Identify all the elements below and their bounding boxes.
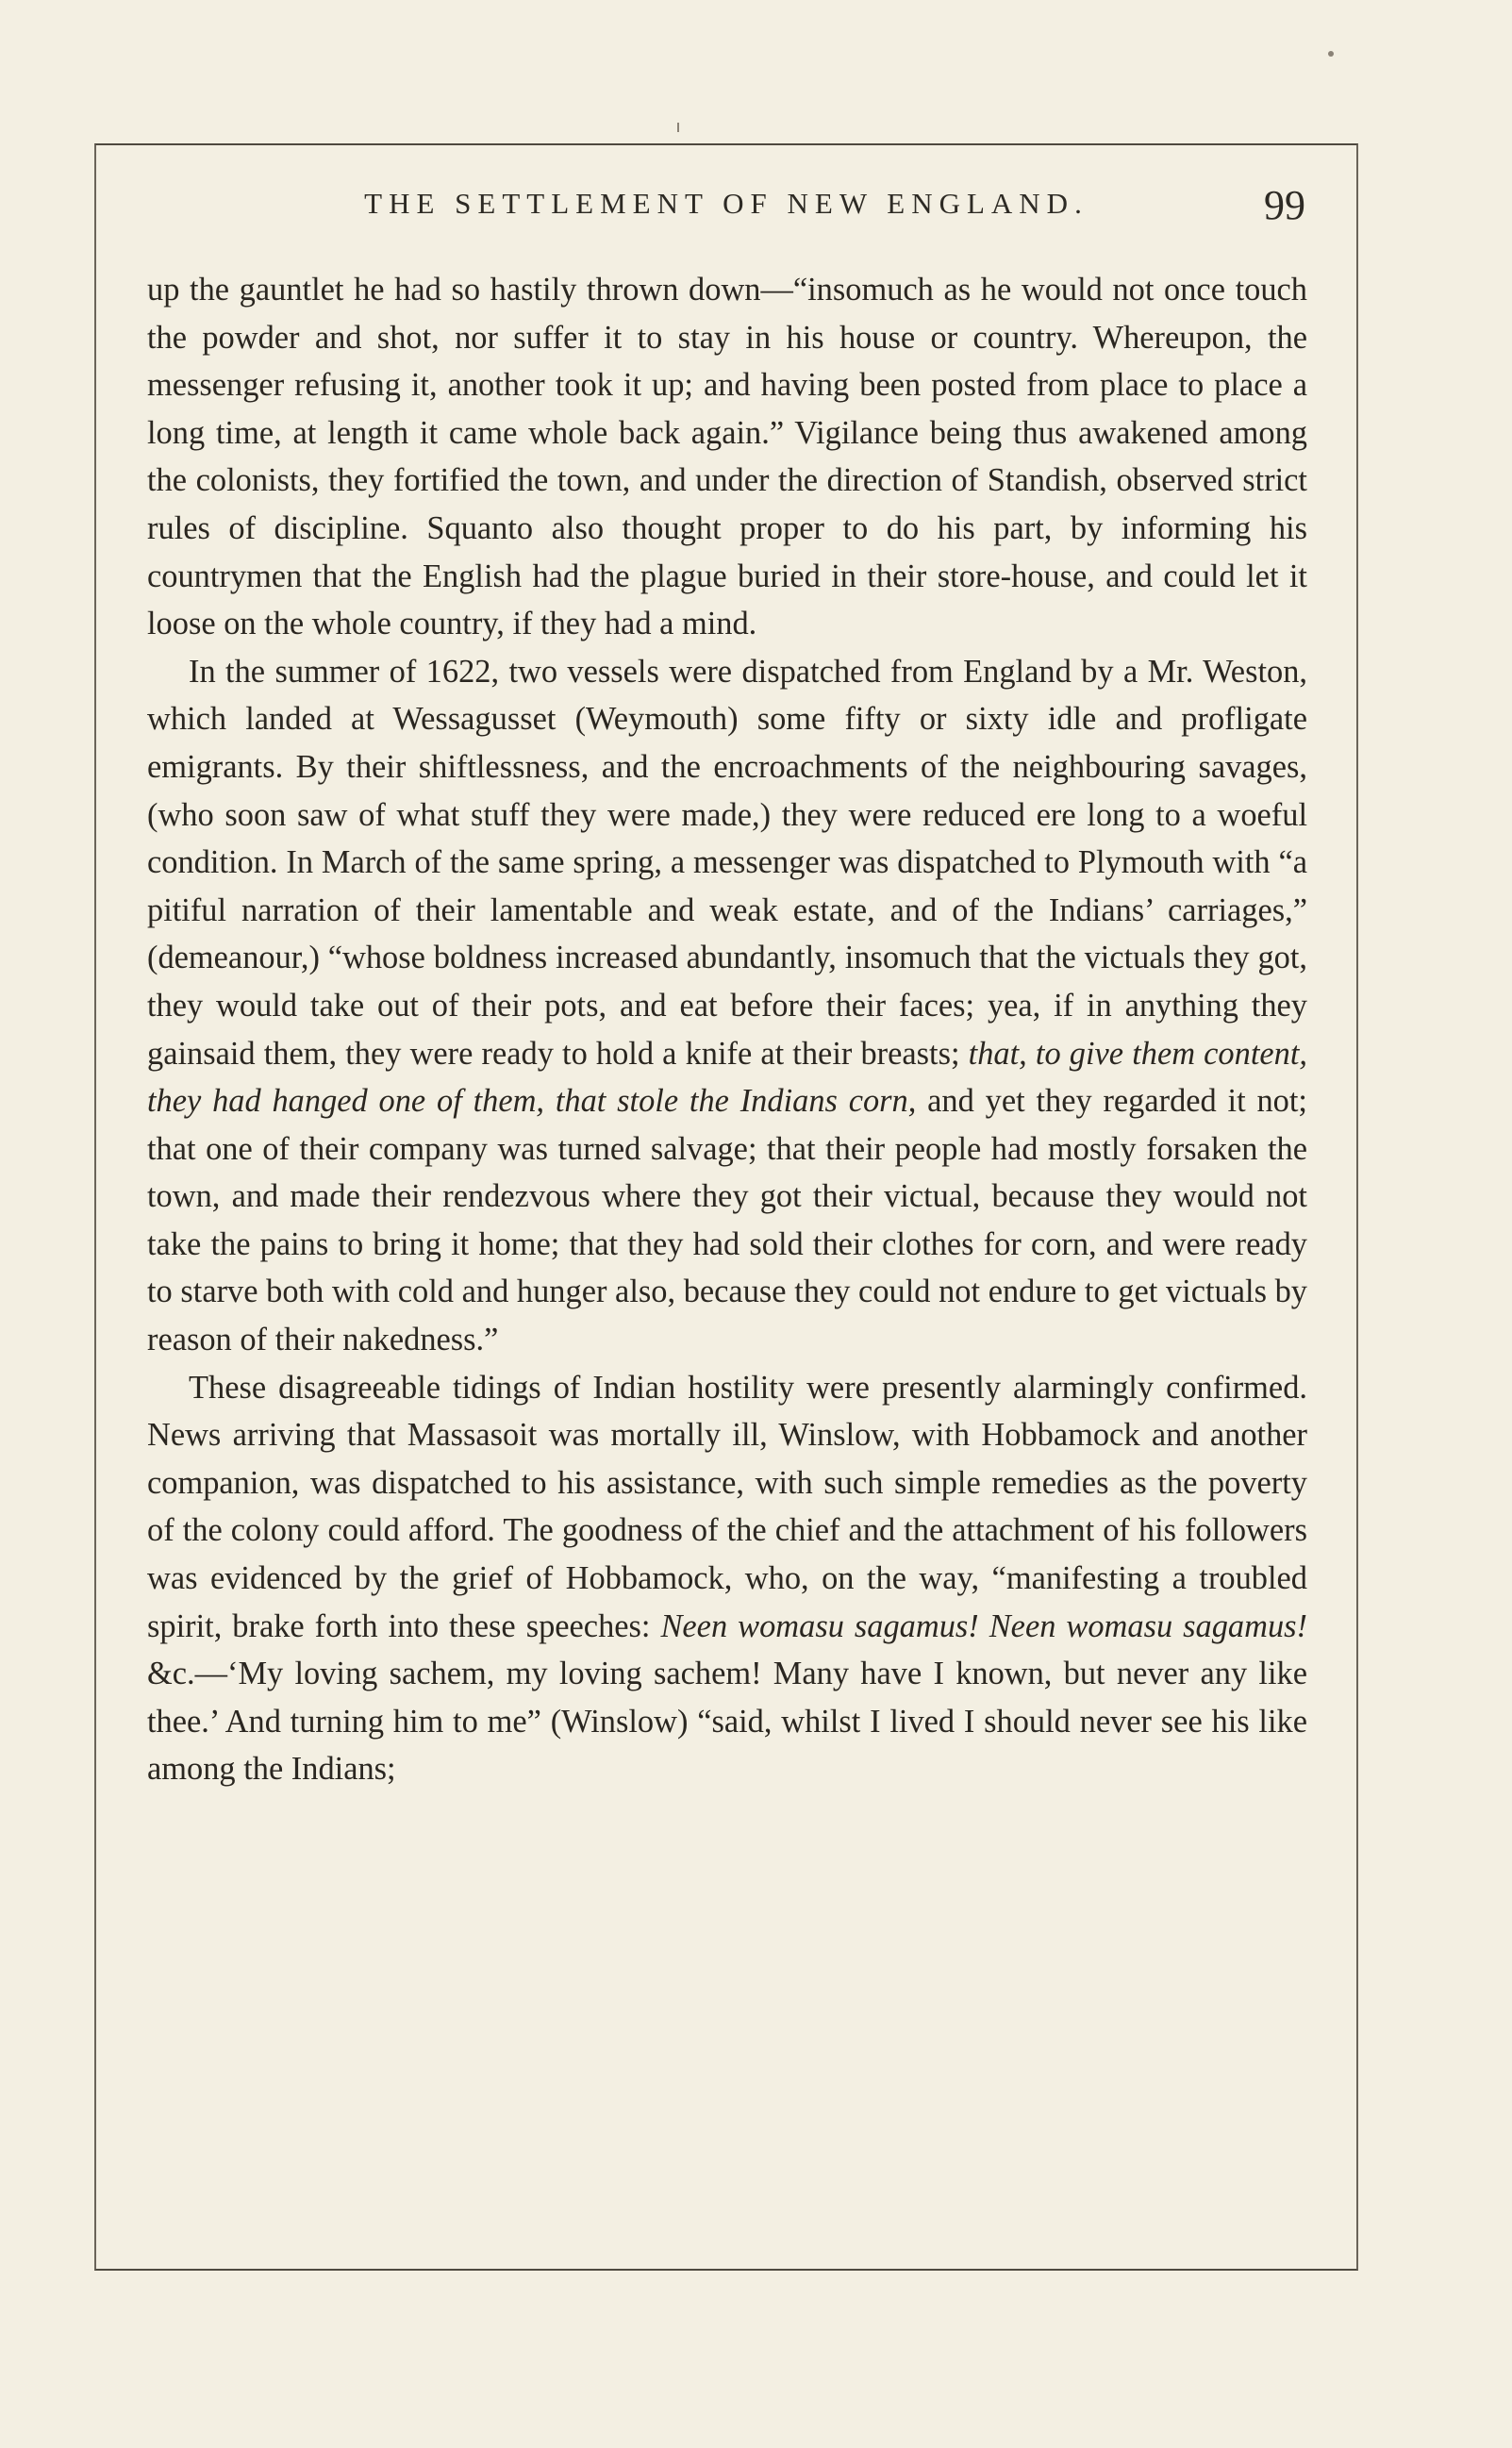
page-number: 99 xyxy=(1264,182,1305,228)
paragraph-2-text-a: In the summer of 1622, two vessels were dispatched from England by a Mr. Weston, which landed at Wessagusset (Weymouth) some fifty or sixty idle and profligate emigrants. By their shiftlessness, and the encroachments of the neighbouring savages, (who soon saw of what stuff they were made,) they were reduced ere long to a woeful condition. In March of the same spring, a messenger was dispatched to Plymouth with “a pitiful narration of their lamentable and weak estate, and of the Indians’ carriages,” (demeanour,) “whose boldness increased abundantly, insomuch that the victuals they got, they would take out of their pots, and eat before their faces; yea, if in anything they gainsaid them, they were ready to hold a knife at their breasts; xyxy=(147,653,1307,1072)
paragraph-3-italic: Neen womasu sagamus! Neen womasu sagamus! xyxy=(660,1607,1307,1644)
body-text xyxy=(147,266,1307,2209)
paragraph-3 xyxy=(147,1364,1307,1793)
paragraph-3-text-a: These disagreeable tidings of Indian hostility were presently alarmingly confirmed. News arriving that Massasoit was mortally ill, Winslow, with Hobbamock and another companion, was dispatched to his assistance, with such simple remedies as the poverty of the colony could afford. The goodness of the chief and the attachment of his followers was evidenced by the grief of Hobbamock, who, on the way, “manifesting a troubled spirit, brake forth into these speeches: xyxy=(147,1369,1307,1644)
print-mark-top xyxy=(677,123,679,132)
running-head xyxy=(94,182,1358,243)
print-mark-corner xyxy=(1328,51,1334,57)
paragraph-1: up the gauntlet he had so hastily thrown down—“insomuch as he would not once touch the powder and shot, nor suffer it to stay in his house or country. Whereupon, the messenger refusing it, another took it up; and having been posted from place to place a long time, at length it came whole back again.” Vigilance being thus awakened among the colonists, they fortified the town, and under the direction of Standish, observed strict rules of discipline. Squanto also thought proper to do his part, by informing his countrymen that the English had the plague buried in their store-house, and could let it loose on the whole country, if they had a mind. xyxy=(147,272,1307,642)
paragraph-2-text-b: and yet they regarded it not; that one of their company was turned salvage; that their people had mostly forsaken the town, and made their rendezvous where they got their victual, because they would not take the pains to bring it home; that they had sold their clothes for corn, and were ready to starve both with cold and hunger also, because they could not endure to get victuals by reason of their nakedness.” xyxy=(147,1083,1307,1358)
paragraph-2 xyxy=(147,648,1307,1364)
running-title: THE SETTLEMENT OF NEW ENGLAND. xyxy=(364,187,1088,220)
paragraph-3-text-b: &c.—‘My loving sachem, my loving sachem! Many have I known, but never any like thee.’ And turning him to me” (Winslow) “said, whilst I lived I should never see his like among the Indians; xyxy=(147,1656,1307,1788)
paragraph-2-italic: that, to give them content, they had hanged one of them, that stole the Indians corn, xyxy=(147,1035,1307,1120)
